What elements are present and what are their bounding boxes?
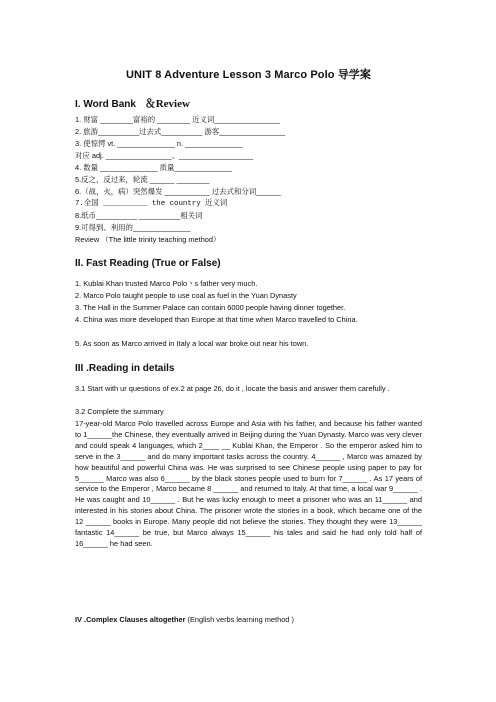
page-title: UNIT 8 Adventure Lesson 3 Marco Polo 导学案 bbox=[125, 69, 372, 81]
summary-paragraph: 17-year-old Marco Polo travelled across Europe and Asia with his father, and because his father wanted to 1______the Chinese, they eventually arrived in Beijing during the Yuan Dynasty. Marco was very clever and could speak 4 languages, which 2____ __ Kublai Khan, the Emperor . So the emperor asked him to serve in the 3______ and do many important tasks across the country. 4______ , Marco was amazed by how beautiful and powerful China was. He was surprised to see Chinese people using paper to pay for 5______ Marco was also 6______ by the black stones people used to burn for 7______ . As 17 years of service to the Emperor , Marco became 8 ______ and returned to Italy. At that time, a local war 9______ . He was caught and 10______ . But he was lucky enough to meet a prisoner who was an 11______ and interested in his stories about China. The prisoner wrote the stories in a book, which became one of the 12 ______ books in Europe. Many people did not believe the stories. They thought they were 13______ fantastic 14______ be true, but Marco always 15______ his tales and said he had only told half of 16______ he had seen. bbox=[75, 419, 422, 548]
section-word-bank-heading-review: ＆Review bbox=[144, 98, 190, 110]
section-word-bank-heading bbox=[75, 95, 190, 111]
section-complex-clauses-title: IV .Complex Clauses altogether bbox=[75, 615, 186, 624]
fast-reading-item-2: 2. Marco Polo taught people to use coal as fuel in the Yuan Dynasty bbox=[75, 291, 297, 300]
reading-details-task-2: 3.2 Complete the summary bbox=[75, 407, 164, 416]
word-bank-line-10: 9.可得到、利用的______________ bbox=[75, 223, 191, 232]
word-bank-line-9: 8.纸币__________ __________相关词 bbox=[75, 211, 203, 220]
word-bank-line-7: 6.（战，火，病）突然爆发 ___________ 过去式和分词______ bbox=[75, 187, 281, 196]
section-complex-clauses-note: (English verbs learning method ) bbox=[185, 615, 294, 624]
section-fast-reading-heading: II. Fast Reading (True or False) bbox=[75, 258, 221, 269]
fast-reading-item-5: 5. As soon as Marco arrived in Italy a local war broke out near his town. bbox=[75, 339, 309, 348]
word-bank-line-3: 3. 使惊愕 vt. ______________ n. ______________ bbox=[75, 139, 243, 148]
reading-details-task-1: 3.1 Start with ur questions of ex.2 at page 26, do it , locate the basis and answer them carefully . bbox=[75, 384, 390, 393]
word-bank-line-8: 7.全国 __________ the country 近义词 bbox=[75, 200, 228, 208]
word-bank-line-6: 5.反之，反过来，轮流 ______ ________ bbox=[75, 175, 210, 184]
section-reading-details-heading: III .Reading in details bbox=[75, 363, 175, 374]
fast-reading-item-1: 1. Kublai Khan trusted Marco Polo丶s father very much. bbox=[75, 279, 258, 288]
fast-reading-item-3: 3. The Hall in the Summer Palace can contain 6000 people having dinner together. bbox=[75, 303, 346, 312]
fast-reading-item-4: 4. China was more developed than Europe at that time when Marco travelled to China. bbox=[75, 315, 358, 324]
word-bank-line-2: 2. 旅游__________过去式__________ 游客________________ bbox=[75, 127, 285, 136]
section-complex-clauses-heading bbox=[75, 615, 294, 625]
review-line: Review （The little trinity teaching method） bbox=[75, 235, 221, 244]
section-word-bank-heading-text: I. Word Bank bbox=[75, 99, 139, 110]
word-bank-line-1: 1. 财富 ________富裕的 ________ 近义词________________ bbox=[75, 115, 281, 124]
word-bank-line-5: 4. 数量 ______________ 质量______________ bbox=[75, 163, 232, 172]
word-bank-line-4: 对应 adj. ________________、__________________ bbox=[75, 151, 253, 160]
